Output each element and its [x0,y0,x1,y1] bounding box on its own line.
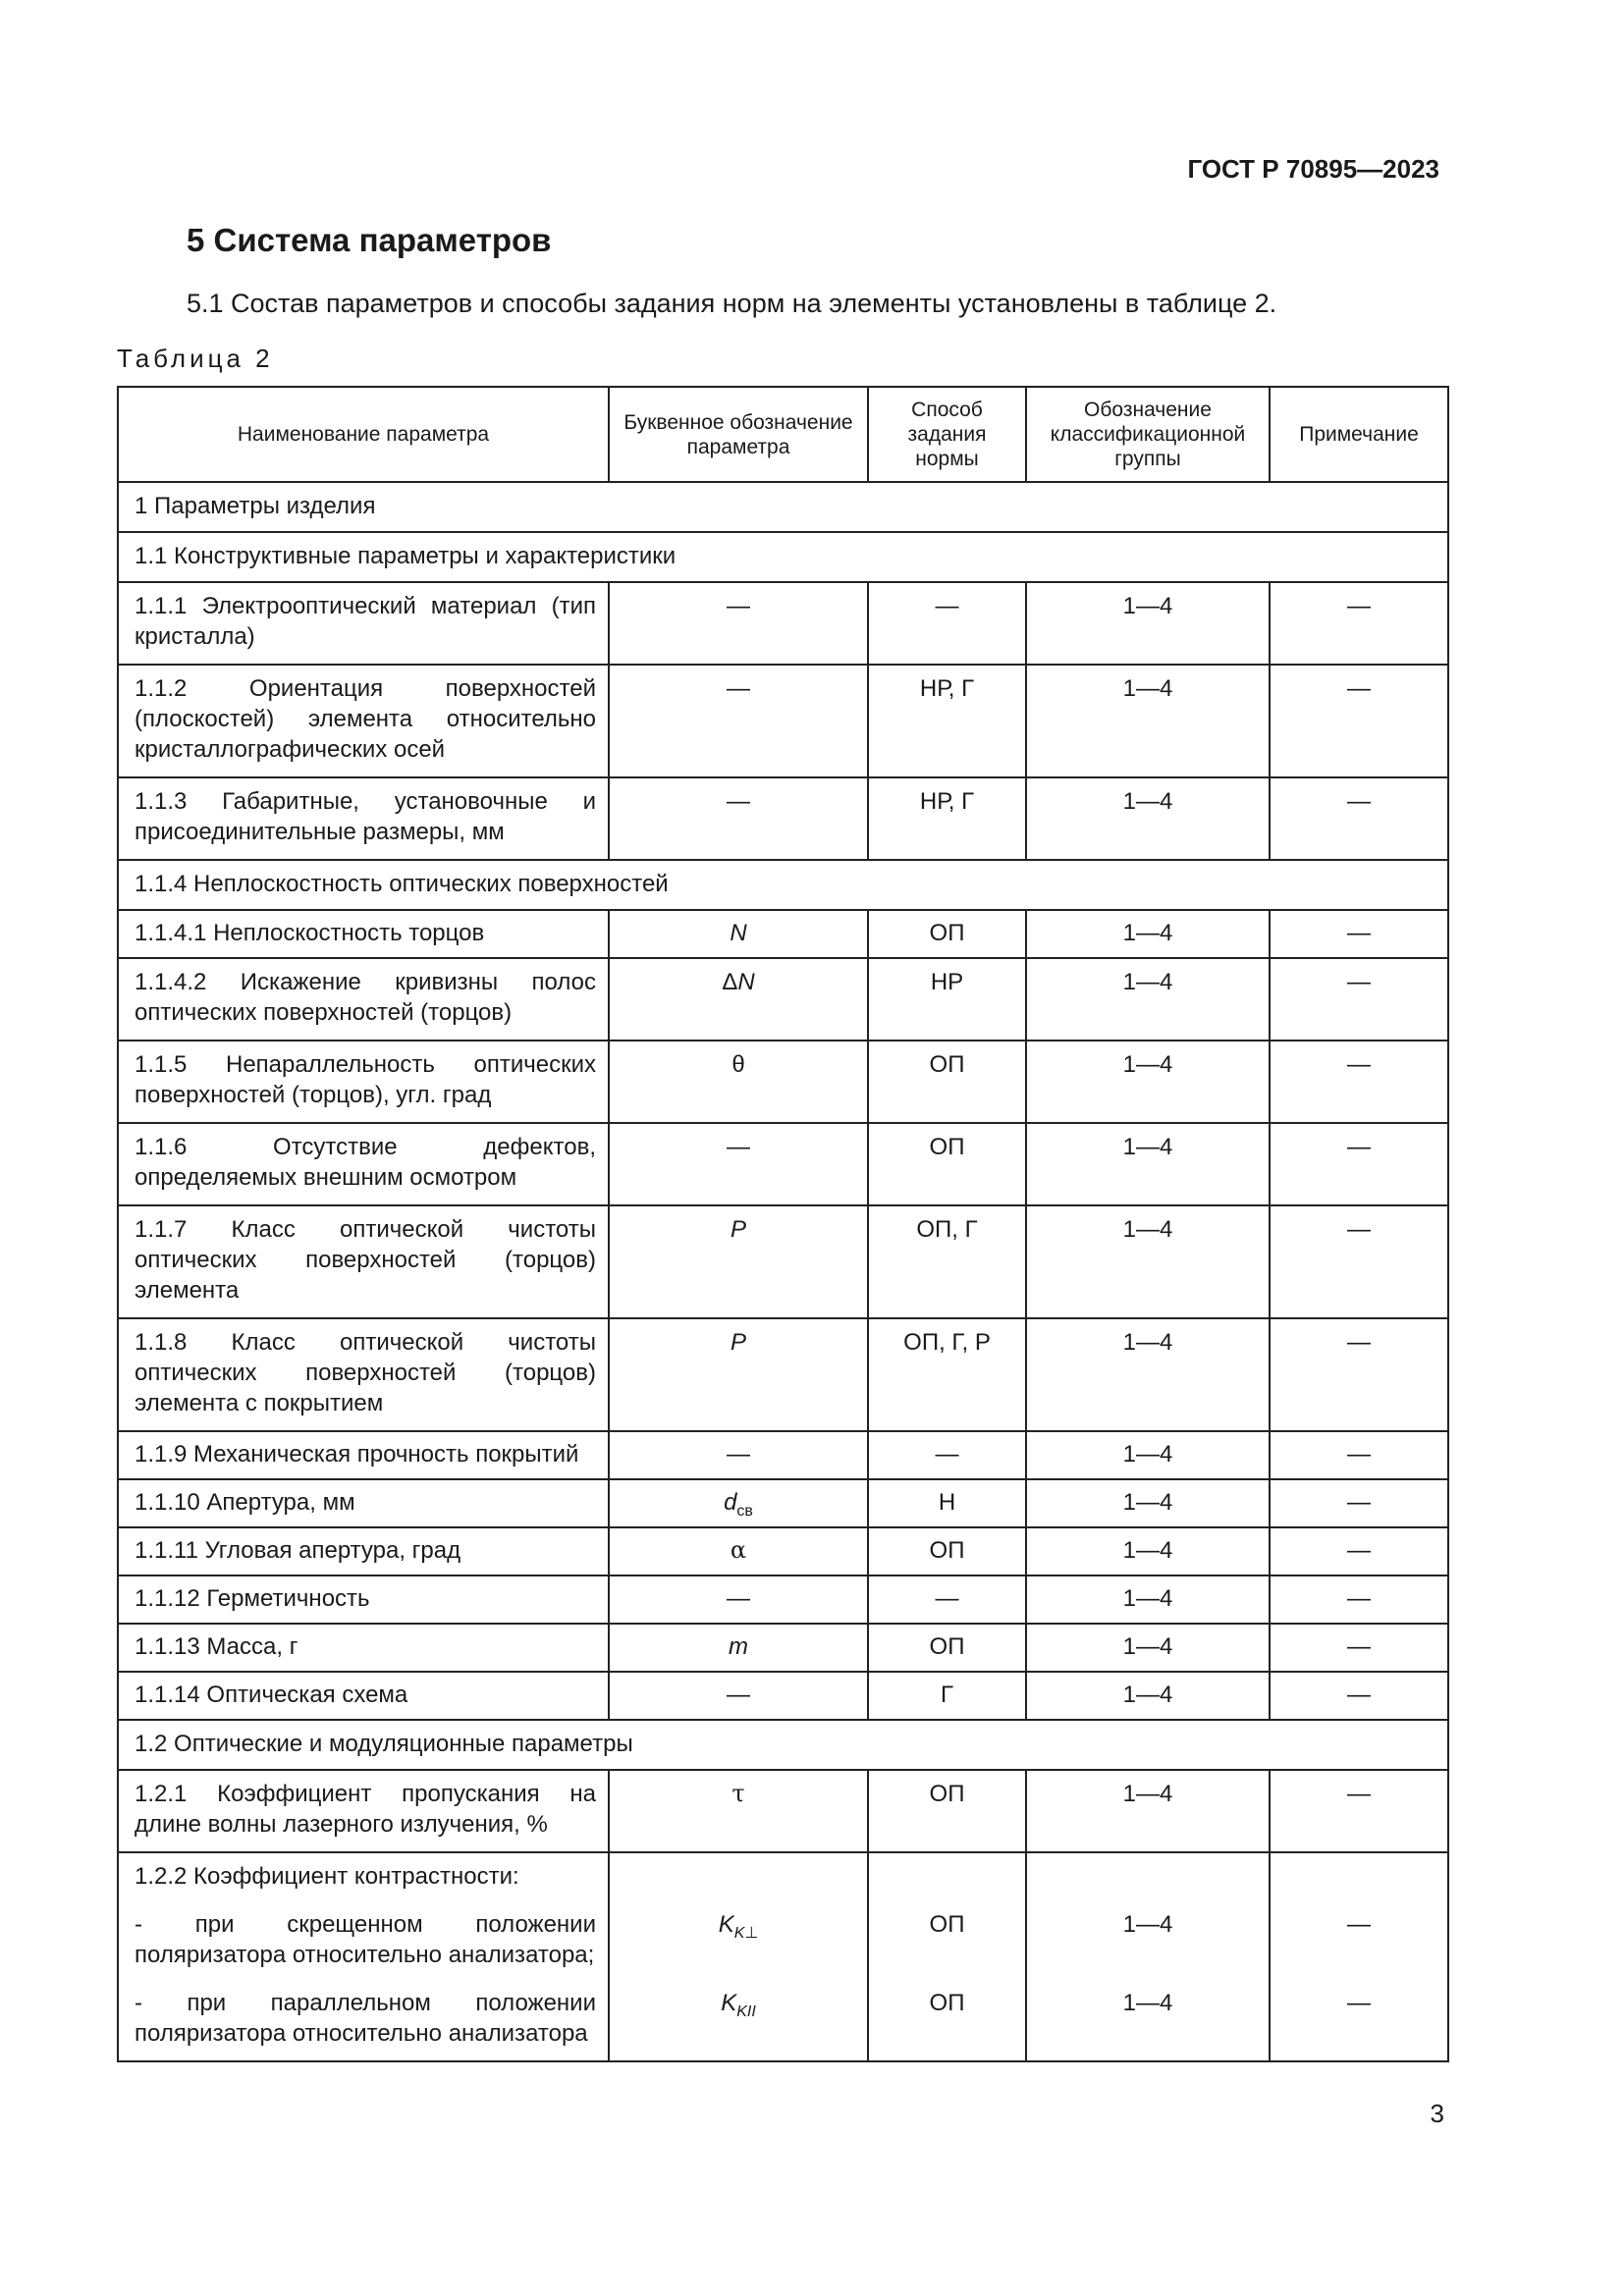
classification-group: 1—4 [1026,1770,1270,1852]
symbol-subscript: св [736,1503,753,1520]
parameter-symbol: m [609,1624,868,1672]
intro-paragraph: 5.1 Состав параметров и способы задания норм на элементы установлены в таблице 2. [187,289,1277,318]
symbol-letter: K [718,1911,734,1938]
table-row [118,1624,1448,1672]
parameter-symbol: — [609,1672,868,1720]
norm-method [868,1852,1026,2061]
parameter-symbol: α [609,1527,868,1575]
note: — [1270,1123,1448,1205]
note: — [1270,1575,1448,1624]
classification-group: 1—4 [1026,1527,1270,1575]
section-title: 5 Система параметров [187,222,552,258]
norm-method: Г [868,1672,1026,1720]
table-row [118,777,1448,860]
table-row [118,1041,1448,1123]
parameter-name [118,1852,609,2061]
classification-group [1026,1852,1270,2061]
parameter-symbol: N [609,910,868,958]
parameter-name: 1.1.6 Отсутствие дефектов, определяемых внешним осмотром [118,1123,609,1205]
norm-method: НР, Г [868,665,1026,777]
table-row [118,665,1448,777]
parameter-symbol [609,1479,868,1527]
classification-group: 1—4 [1026,1624,1270,1672]
table-row [118,1205,1448,1318]
note: — [1270,1205,1448,1318]
note: — [1270,1527,1448,1575]
parameter-symbol: P [609,1318,868,1431]
classification-group: 1—4 [1026,777,1270,860]
norm-method: ОП [868,1123,1026,1205]
symbol-subscript: KII [736,2003,756,2020]
classification-group: 1—4 [1026,1431,1270,1479]
table-group-row [118,1720,1448,1770]
parameter-heading: 1.2.2 Коэффициент контрастности: [135,1863,519,1890]
norm-method: — [868,1431,1026,1479]
classification-group: 1—4 [1026,1041,1270,1123]
column-header-group: Обозначение классификационной группы [1026,387,1270,482]
classification-group: 1—4 [1026,1575,1270,1624]
parameter-symbol: — [609,1123,868,1205]
parameter-name: 1.1.4.1 Неплоскостность торцов [118,910,609,958]
parameters-table [117,386,1449,2062]
norm-method-crossed: ОП [929,1911,965,1938]
table-row [118,1318,1448,1431]
classification-group: 1—4 [1026,910,1270,958]
table-row [118,1672,1448,1720]
group-title: 1.1.4 Неплоскостность оптических поверхностей [118,860,1448,910]
parameter-symbol: — [609,777,868,860]
column-header-symbol: Буквенное обозначение параметра [609,387,868,482]
classification-group: 1—4 [1026,665,1270,777]
column-header-method: Способ задания нормы [868,387,1026,482]
norm-method: — [868,582,1026,665]
norm-method: ОП [868,1527,1026,1575]
parameter-name: 1.1.1 Электрооптический материал (тип кристалла) [118,582,609,665]
parameter-name: 1.1.9 Механическая прочность покрытий [118,1431,609,1479]
norm-method: ОП, Г, Р [868,1318,1026,1431]
table-row [118,1479,1448,1527]
symbol-letter: K [721,1990,737,2016]
symbol-subscript: K⊥ [733,1925,759,1942]
table-row [118,1575,1448,1624]
parameter-name: 1.2.1 Коэффициент пропускания на длине волны лазерного излучения, % [118,1770,609,1852]
parameter-name: 1.1.8 Класс оптической чистоты оптических поверхностей (торцов) элемента с покрытием [118,1318,609,1431]
table-row [118,1431,1448,1479]
note: — [1270,910,1448,958]
note: — [1270,1770,1448,1852]
classification-group: 1—4 [1026,1672,1270,1720]
parameter-name: 1.1.4.2 Искажение кривизны полос оптических поверхностей (торцов) [118,958,609,1041]
table-label: Таблица 2 [117,344,274,373]
table-row [118,1770,1448,1852]
note: — [1270,582,1448,665]
parameter-symbol: — [609,1431,868,1479]
classification-group: 1—4 [1026,1479,1270,1527]
parameter-name: 1.1.13 Масса, г [118,1624,609,1672]
parameter-name: 1.1.12 Герметичность [118,1575,609,1624]
parameter-symbol: — [609,582,868,665]
parameter-symbol: θ [609,1041,868,1123]
norm-method: ОП [868,1041,1026,1123]
note: — [1270,1041,1448,1123]
note: — [1270,1318,1448,1431]
table-row [118,958,1448,1041]
parameter-name: 1.1.11 Угловая апертура, град [118,1527,609,1575]
column-header-note: Примечание [1270,387,1448,482]
norm-method: НР [868,958,1026,1041]
parameter-name: 1.1.5 Непараллельность оптических поверхностей (торцов), угл. град [118,1041,609,1123]
standard-number: ГОСТ Р 70895—2023 [1187,154,1439,184]
table-header-row [118,387,1448,482]
group-title: 1 Параметры изделия [118,482,1448,532]
table-group-row [118,532,1448,582]
classification-group: 1—4 [1026,958,1270,1041]
table-row [118,1123,1448,1205]
classification-group: 1—4 [1026,1123,1270,1205]
note: — [1270,1624,1448,1672]
group-crossed: 1—4 [1122,1911,1173,1938]
parameter-symbol: P [609,1205,868,1318]
parameter-name: 1.1.3 Габаритные, установочные и присоединительные размеры, мм [118,777,609,860]
table-row [118,910,1448,958]
norm-method: ОП [868,1624,1026,1672]
note: — [1270,777,1448,860]
sub-parameter-parallel: - при параллельном положении поляризатора относительно анализатора [135,1990,596,2047]
note [1270,1852,1448,2061]
note: — [1270,958,1448,1041]
table-group-row [118,482,1448,532]
classification-group: 1—4 [1026,1318,1270,1431]
table-row [118,582,1448,665]
note-parallel: — [1347,1990,1371,2016]
parameter-symbol [609,1852,868,2061]
note: — [1270,1479,1448,1527]
norm-method: ОП [868,910,1026,958]
parameter-symbol [609,958,868,1041]
group-parallel: 1—4 [1122,1990,1173,2016]
note: — [1270,1431,1448,1479]
parameter-name: 1.1.7 Класс оптической чистоты оптических поверхностей (торцов) элемента [118,1205,609,1318]
norm-method: НР, Г [868,777,1026,860]
delta-prefix: Δ [722,969,738,995]
group-title: 1.1 Конструктивные параметры и характеристики [118,532,1448,582]
parameter-symbol: τ [609,1770,868,1852]
norm-method: ОП [868,1770,1026,1852]
norm-method: — [868,1575,1026,1624]
note: — [1270,1672,1448,1720]
column-header-name: Наименование параметра [118,387,609,482]
symbol-letter: d [724,1489,737,1516]
symbol-letter: N [737,969,755,995]
table-row [118,1527,1448,1575]
note: — [1270,665,1448,777]
parameter-symbol: — [609,665,868,777]
norm-method: Н [868,1479,1026,1527]
note-crossed: — [1347,1911,1371,1938]
norm-method: ОП, Г [868,1205,1026,1318]
parameter-name: 1.1.14 Оптическая схема [118,1672,609,1720]
classification-group: 1—4 [1026,1205,1270,1318]
parameter-name: 1.1.2 Ориентация поверхностей (плоскостей) элемента относительно кристаллографических осей [118,665,609,777]
table-row [118,1852,1448,2061]
norm-method-parallel: ОП [929,1990,965,2016]
parameter-symbol: — [609,1575,868,1624]
sub-parameter-crossed: - при скрещенном положении поляризатора относительно анализатора; [135,1911,596,1968]
parameter-name: 1.1.10 Апертура, мм [118,1479,609,1527]
page-number: 3 [1430,2099,1444,2128]
group-title: 1.2 Оптические и модуляционные параметры [118,1720,1448,1770]
classification-group: 1—4 [1026,582,1270,665]
table-group-row [118,860,1448,910]
